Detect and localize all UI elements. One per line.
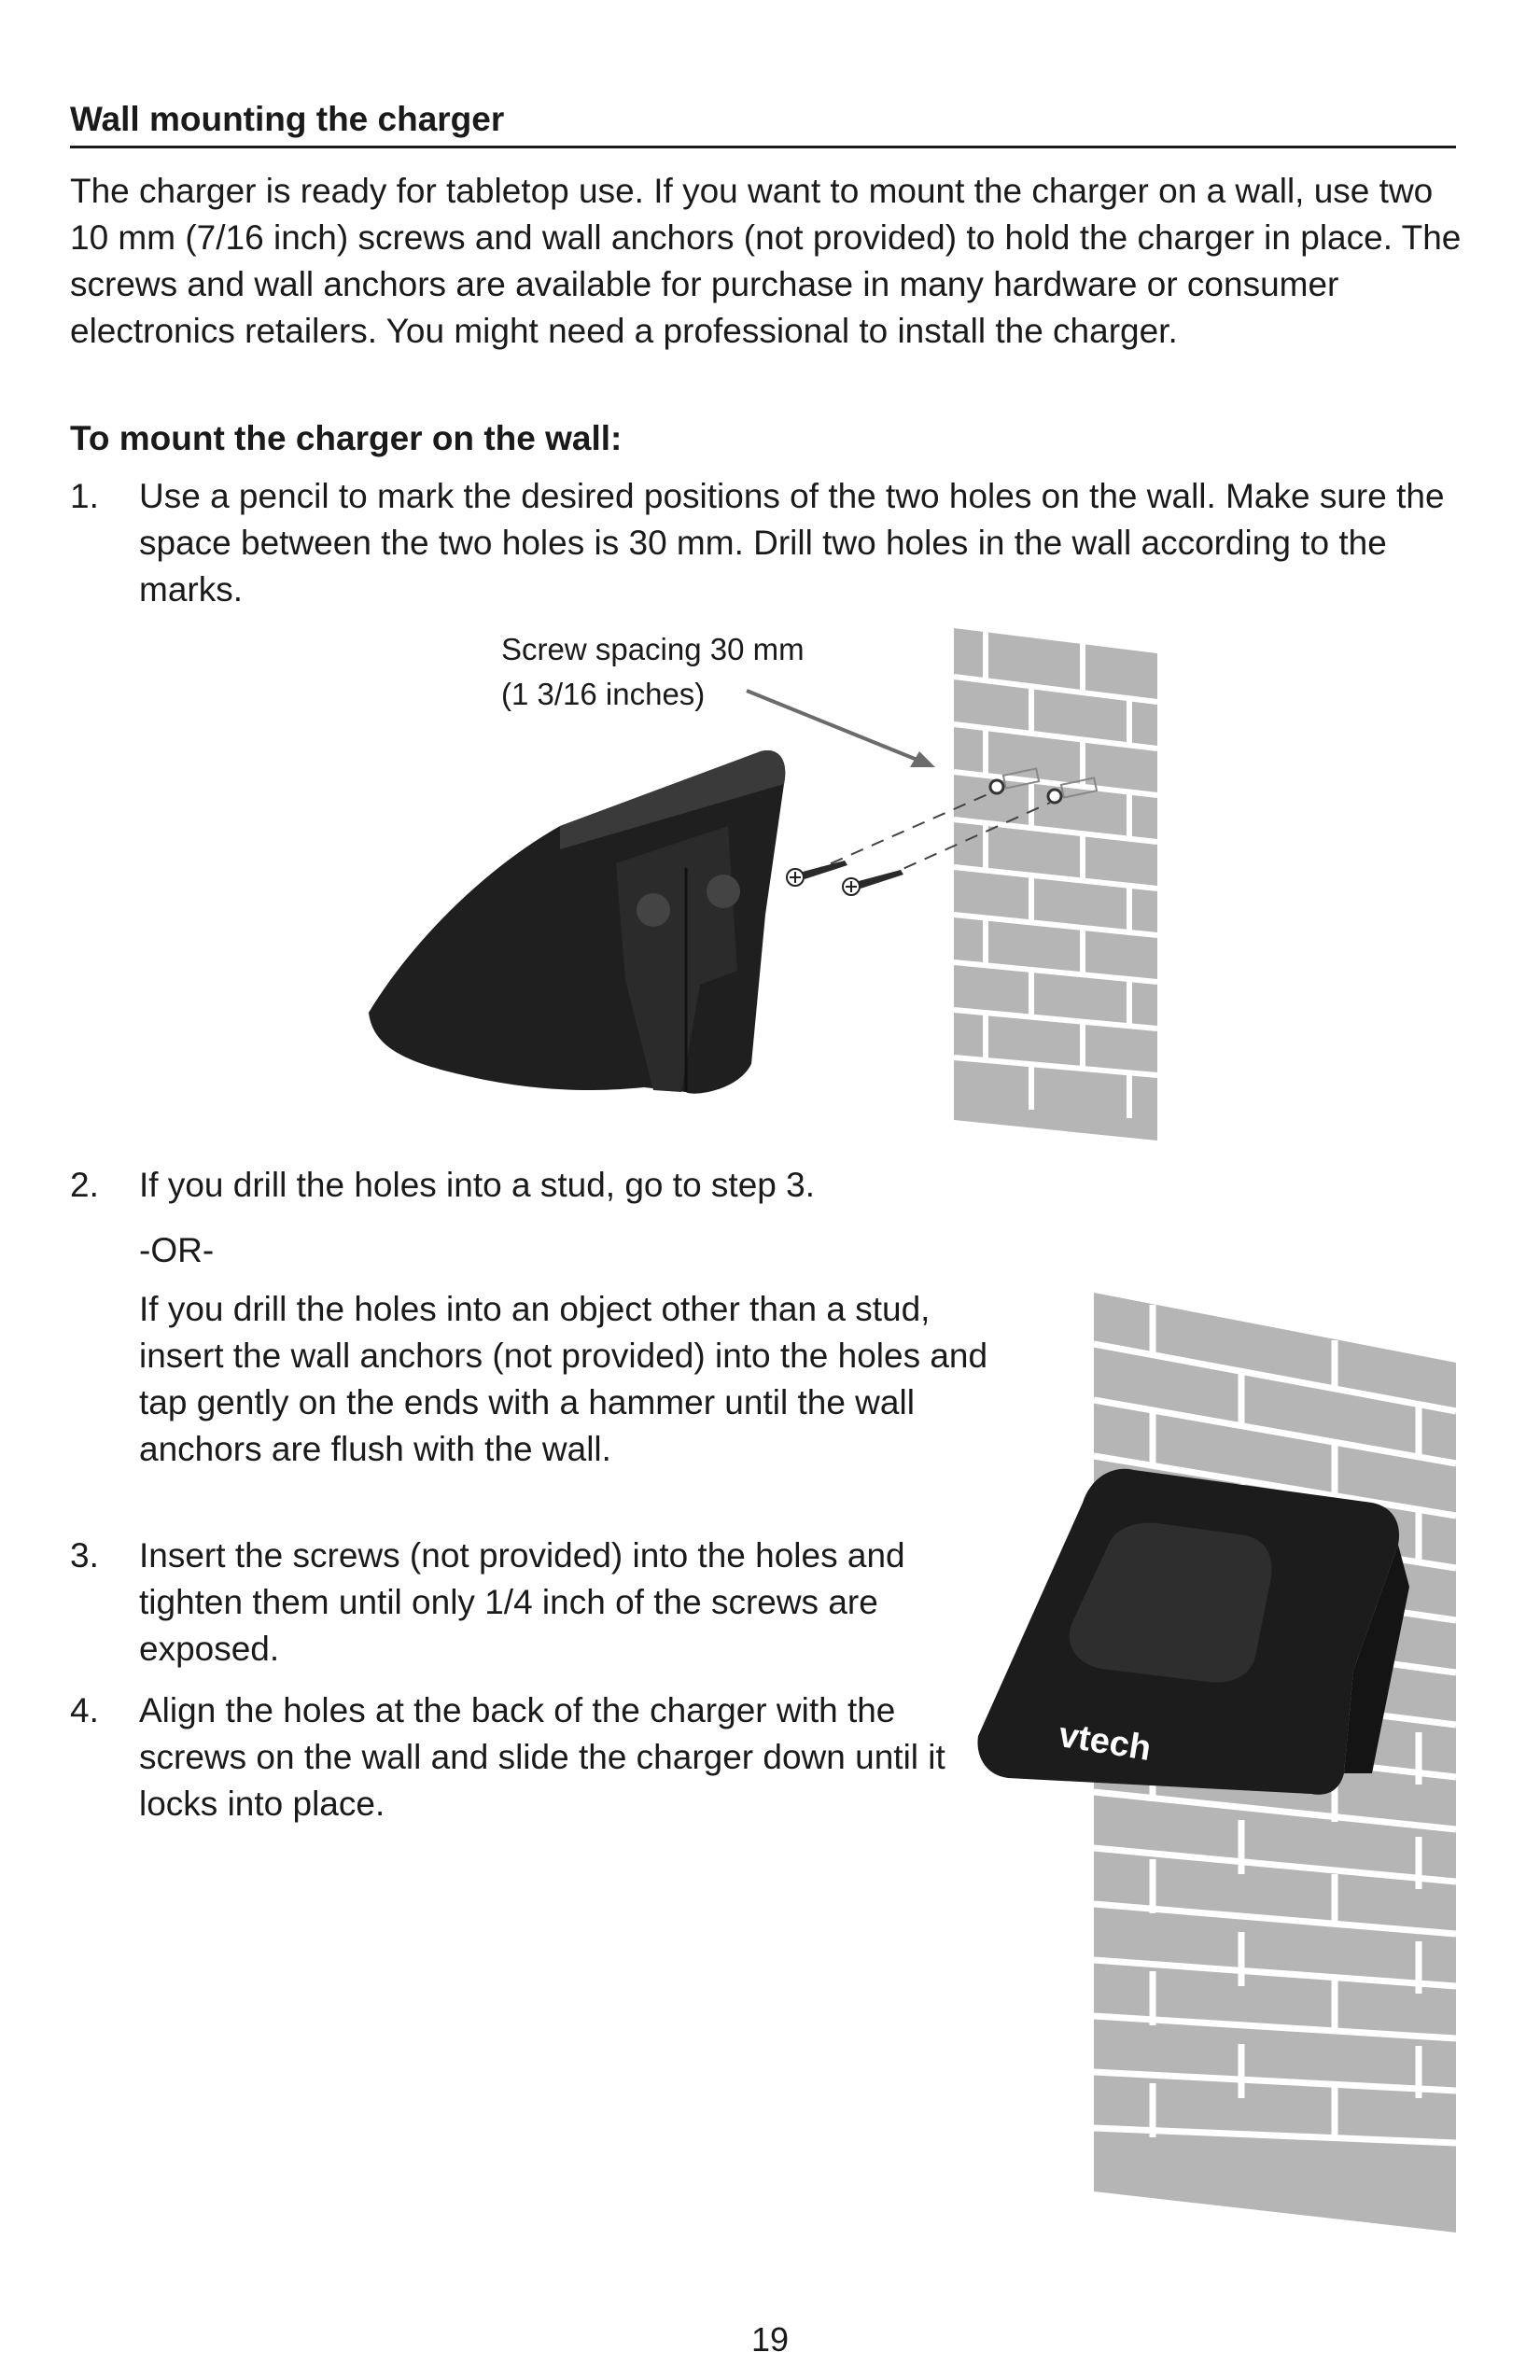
- step-2-text: If you drill the holes into a stud, go to step 3.: [139, 1166, 815, 1204]
- step-1-number: 1.: [70, 477, 99, 515]
- brick-wall-1: [954, 628, 1157, 1141]
- screws: [787, 861, 903, 895]
- step-1-text: Use a pencil to mark the desired positions of the two holes on the wall. Make sure the space between the two holes is 30 mm. Drill two holes in the wall according to the marks.: [139, 477, 1445, 609]
- step-3-number: 3.: [70, 1536, 99, 1575]
- charger-mounted-view: [977, 1469, 1409, 1795]
- screw-spacing-callout-line2: (1 3/16 inches): [501, 677, 706, 711]
- vtech-logo: vtech: [1056, 1715, 1155, 1770]
- section-heading: Wall mounting the charger: [70, 97, 1456, 148]
- charger-back-view: [369, 750, 785, 1094]
- page-number: 19: [750, 2320, 790, 2359]
- step-2-number: 2.: [70, 1166, 99, 1204]
- intro-paragraph: The charger is ready for tabletop use. If you want to mount the charger on a wall, use two 10 mm (7/16 inch) screws and wall anchors (not provided) to hold the charger in place. The screws and wall anchors are available for purchase in many hardware or consumer electronics retailers. You might need a professional to install the charger.: [70, 172, 1462, 350]
- step-4-number: 4.: [70, 1691, 99, 1729]
- screw-spacing-callout-line1: Screw spacing 30 mm: [501, 632, 805, 666]
- step-3-text: Insert the screws (not provided) into the holes and tighten them until only 1/4 inch of the screws are exposed.: [139, 1536, 905, 1668]
- step-2-alt-text: If you drill the holes into an object other than a stud, insert the wall anchors (not provided) into the holes and tap gently on the ends with a hammer until the wall anchors are flush with the wall.: [139, 1290, 988, 1468]
- step-2-or: -OR-: [139, 1231, 215, 1269]
- procedure-subheading: To mount the charger on the wall:: [70, 419, 623, 457]
- step-4-text: Align the holes at the back of the charger with the screws on the wall and slide the charger down until it locks into place.: [139, 1691, 945, 1823]
